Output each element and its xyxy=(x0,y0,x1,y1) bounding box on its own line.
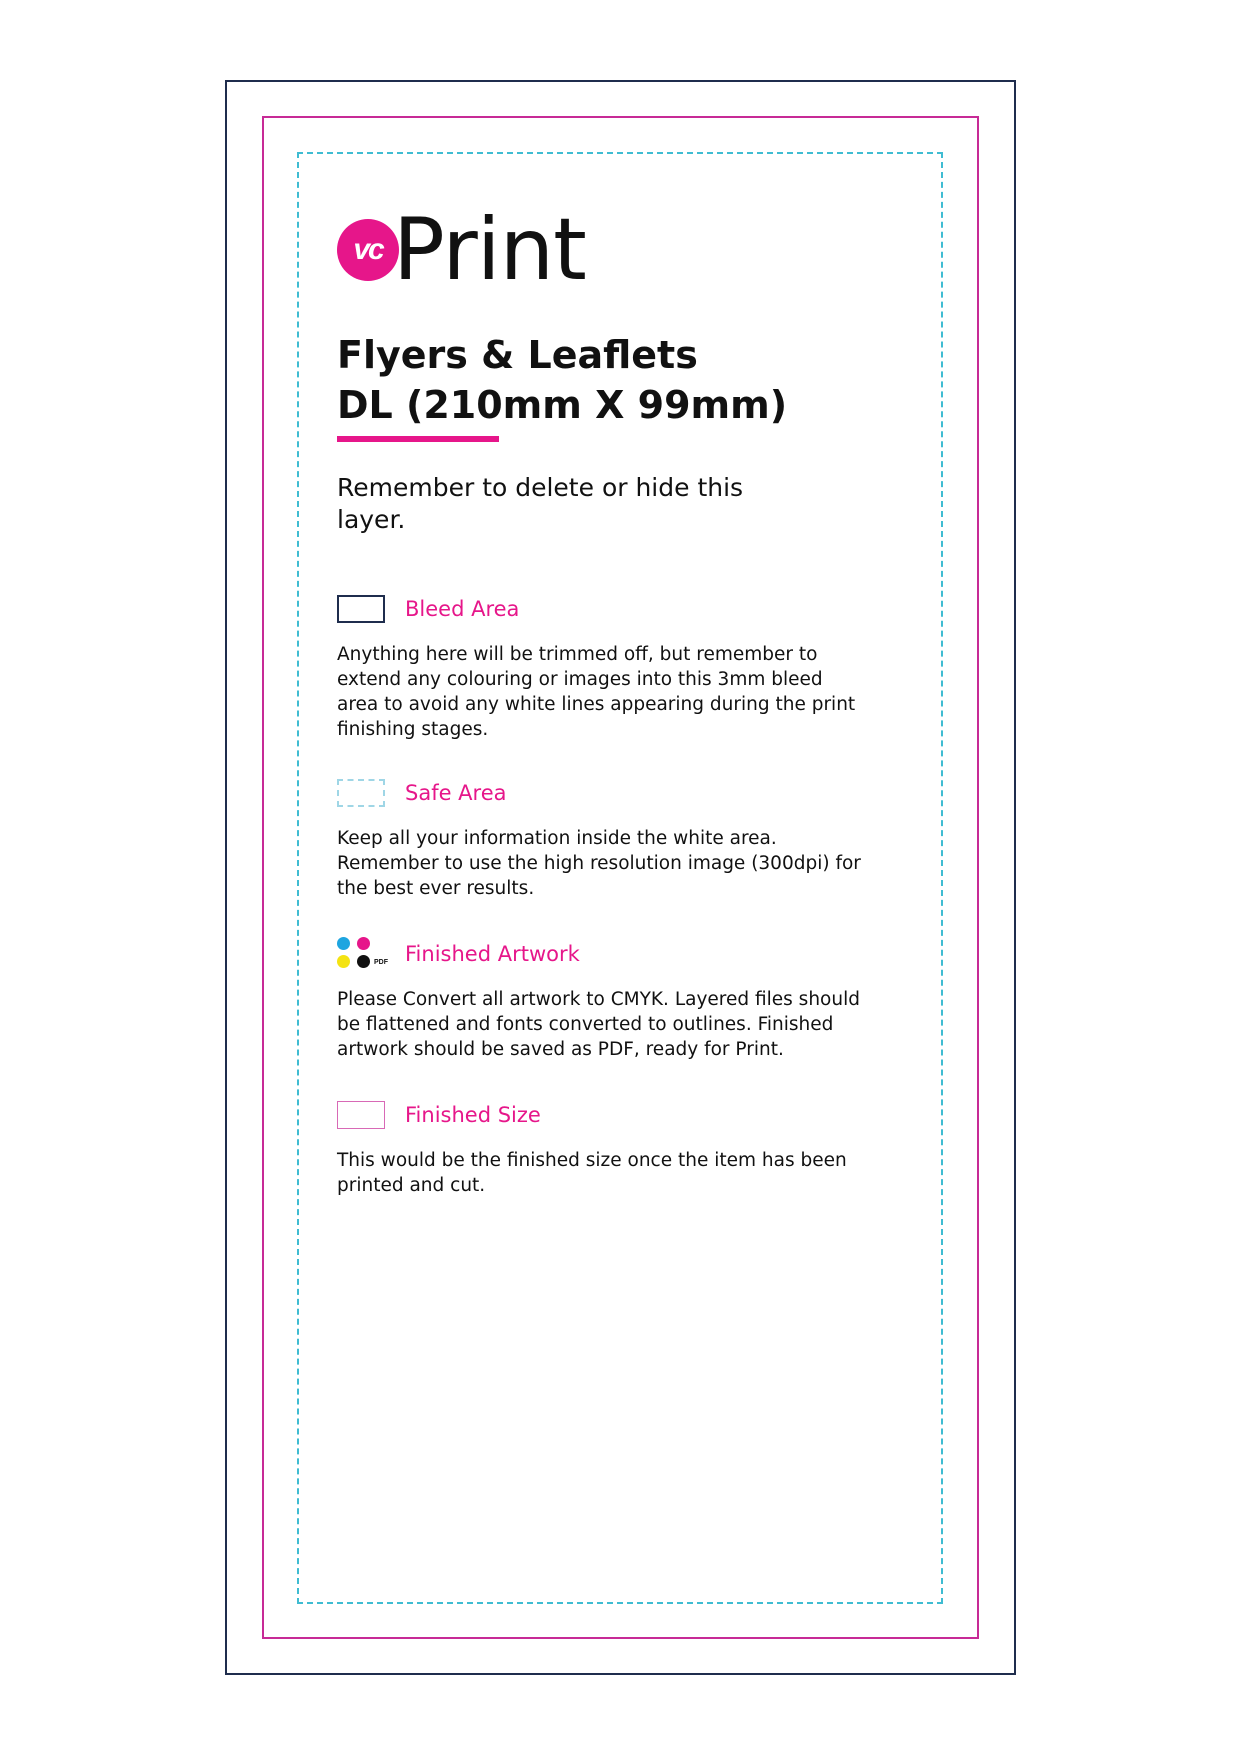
section-body: Please Convert all artwork to CMYK. Layered files should be flattened and fonts converted to outlines. Finished artwork should be saved as PDF, ready for Print. xyxy=(337,989,860,1060)
logo-wordmark: Print xyxy=(393,200,586,300)
section-header xyxy=(337,937,897,971)
finished-size-swatch-icon xyxy=(337,1101,385,1129)
section-bleed-area xyxy=(337,592,897,742)
cyan-dot-icon xyxy=(337,937,350,950)
cmyk-pdf-icon xyxy=(337,937,388,971)
title-underline xyxy=(337,436,499,442)
section-title: Bleed Area xyxy=(405,597,520,621)
section-title: Finished Size xyxy=(405,1103,541,1127)
section-title: Safe Area xyxy=(405,781,507,805)
section-body: Anything here will be trimmed off, but remember to extend any colouring or images into this 3mm bleed area to avoid any white lines appearing during the print finishing stages. xyxy=(337,644,856,740)
black-dot-icon xyxy=(357,955,370,968)
section-header xyxy=(337,1098,897,1132)
section-body: This would be the finished size once the item has been printed and cut. xyxy=(337,1150,847,1196)
section-header xyxy=(337,776,897,810)
section-finished-size xyxy=(337,1098,897,1198)
magenta-dot-icon xyxy=(357,937,370,950)
safe-swatch-icon xyxy=(337,779,385,807)
template-content xyxy=(337,200,897,1198)
logo-badge: vc xyxy=(337,219,399,281)
section-body: Keep all your information inside the white area. Remember to use the high resolution image (300dpi) for the best ever results. xyxy=(337,828,861,899)
section-safe-area xyxy=(337,776,897,901)
title-line-1: Flyers & Leaflets xyxy=(337,333,698,377)
pdf-label: PDF xyxy=(374,959,388,966)
section-finished-artwork xyxy=(337,937,897,1062)
reminder-text: Remember to delete or hide this layer. xyxy=(337,473,744,534)
title-line-2: DL (210mm X 99mm) xyxy=(337,383,788,427)
yellow-dot-icon xyxy=(337,955,350,968)
vcprint-logo xyxy=(337,200,897,300)
page-title xyxy=(337,330,897,430)
section-title: Finished Artwork xyxy=(405,942,580,966)
section-header xyxy=(337,592,897,626)
bleed-swatch-icon xyxy=(337,595,385,623)
